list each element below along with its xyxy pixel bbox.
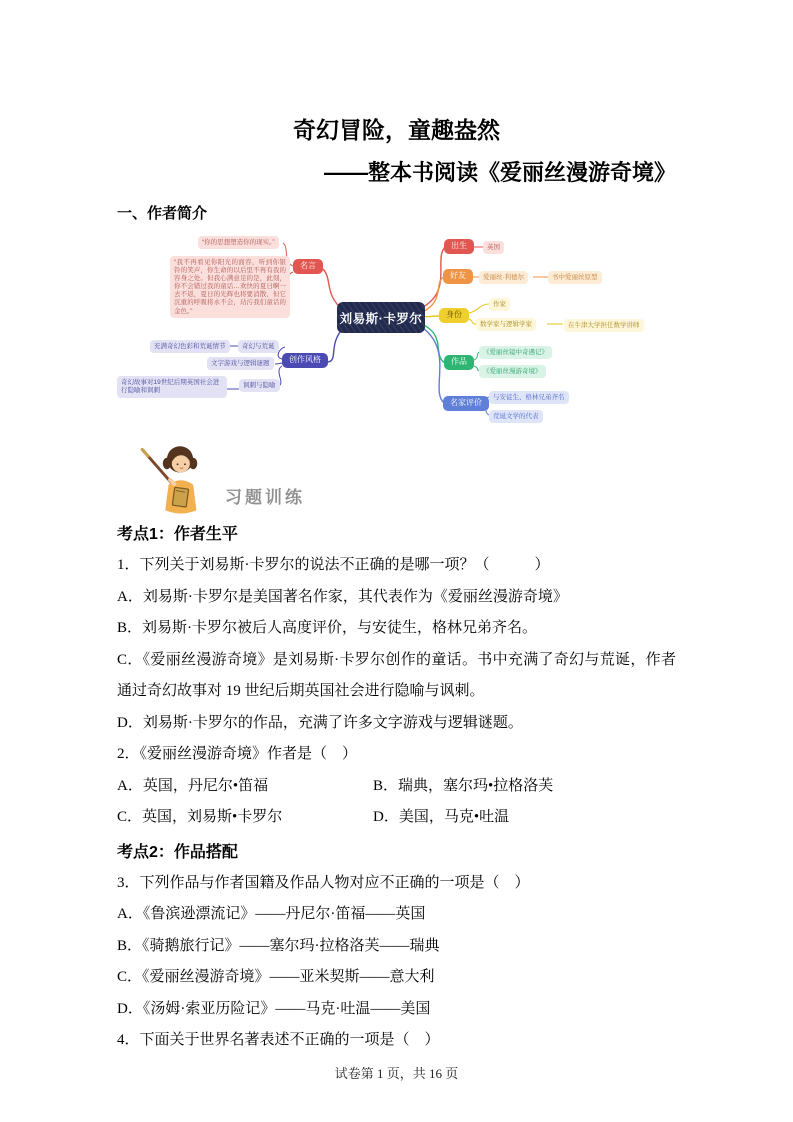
question-3-option-a: A．《鲁滨逊漂流记》——丹尼尔·笛福——英国 bbox=[117, 906, 426, 923]
mindmap-leaf-style1-detail: 充满奇幻色彩和荒诞情节 bbox=[150, 340, 230, 353]
question-2-option-b: B．瑞典，塞尔玛•拉格洛芙 bbox=[373, 777, 554, 794]
question-1-option-b: B．刘易斯·卡罗尔被后人高度评价，与安徒生，格林兄弟齐名。 bbox=[117, 620, 538, 637]
question-3-option-c: C．《爱丽丝漫游奇境》——亚米契斯——意大利 bbox=[117, 969, 435, 986]
question-1-option-d: D．刘易斯·卡罗尔的作品，充满了许多文字游戏与逻辑谜题。 bbox=[117, 714, 523, 731]
mindmap-branch-style: 创作风格 bbox=[282, 353, 328, 368]
section-heading-author-intro: 一、作者简介 bbox=[117, 205, 208, 223]
mindmap-leaf-identity-value1: 作家 bbox=[489, 298, 510, 311]
exercise-banner-label: 习题训练 bbox=[225, 488, 305, 508]
mindmap-leaf-identity-detail: 在牛津大学担任数学讲师 bbox=[564, 319, 644, 332]
mindmap-branch-identity: 身份 bbox=[439, 308, 469, 323]
question-3-option-b: B．《骑鹅旅行记》——塞尔玛·拉格洛芙——瑞典 bbox=[117, 937, 440, 954]
question-3: 3．下列作品与作者国籍及作品人物对应不正确的一项是（ ） bbox=[117, 874, 530, 891]
exercise-banner bbox=[117, 434, 676, 516]
kaodian2-heading: 考点2：作品搭配 bbox=[117, 843, 238, 861]
mindmap-leaf-friend-value: 爱丽丝·利德尔 bbox=[479, 271, 528, 284]
doc-subtitle: ——整本书阅读《爱丽丝漫游奇境》 bbox=[323, 159, 676, 185]
mindmap-leaf-style1: 奇幻与荒诞 bbox=[238, 340, 279, 353]
mindmap-leaf-quote-long: “我不再看见你阳光的面容，听到你银铃的笑声，你生命的以后里不再有我的容身之处。但我心满意足的是，此刻，你不会错过我的童话…欢快的夏日啊一去不返，夏日的光辉也将要消散，但它沉重的呼吸将永不会，玷污我们童话的金色。” bbox=[170, 256, 290, 318]
mindmap-leaf-works-value1: 《爱丽丝镜中奇遇记》 bbox=[479, 346, 552, 359]
mindmap-branch-quotes: 名言 bbox=[293, 259, 323, 274]
page-footer: 试卷第 1 页，共 16 页 bbox=[334, 1066, 459, 1081]
mindmap-center-node: 刘易斯·卡罗尔 bbox=[337, 302, 425, 333]
question-2-options-row-2 bbox=[117, 802, 676, 834]
question-3-option-d: D．《汤姆·索亚历险记》——马克·吐温——美国 bbox=[117, 1000, 431, 1017]
teacher-illustration-icon bbox=[131, 438, 211, 516]
question-2-option-a: A．英国，丹尼尔•笛福 bbox=[117, 777, 269, 794]
question-2-options-row-1 bbox=[117, 771, 676, 803]
mindmap-leaf-birth-value: 英国 bbox=[483, 241, 504, 254]
mindmap-leaf-style2: 文字游戏与逻辑谜题 bbox=[207, 357, 274, 370]
question-1-option-c: C．《爱丽丝漫游奇境》是刘易斯·卡罗尔创作的童话。书中充满了奇幻与荒诞，作者通过奇幻故事对 19 世纪后期英国社会进行隐喻与讽刺。 bbox=[117, 651, 676, 700]
mindmap-leaf-identity-value2: 数学家与逻辑学家 bbox=[476, 318, 536, 331]
question-2: 2．《爱丽丝漫游奇境》作者是（ ） bbox=[117, 746, 358, 763]
mindmap-leaf-quote-short: “你的思想塑造你的现实。” bbox=[198, 236, 279, 249]
author-mindmap bbox=[117, 232, 682, 428]
mindmap-branch-friend: 好友 bbox=[443, 269, 473, 284]
mindmap-leaf-friend-detail: 书中爱丽丝原型 bbox=[548, 271, 602, 284]
mindmap-branch-works: 作品 bbox=[444, 355, 474, 370]
kaodian1-heading: 考点1：作者生平 bbox=[117, 526, 238, 544]
mindmap-leaf-praise-value1: 与安徒生、格林兄弟齐名 bbox=[489, 391, 569, 404]
mindmap-leaf-works-value2: 《爱丽丝漫游奇境》 bbox=[479, 365, 546, 378]
doc-title: 奇幻冒险，童趣盎然 bbox=[293, 117, 500, 143]
question-2-option-c: C．英国，刘易斯•卡罗尔 bbox=[117, 809, 283, 826]
question-1: 1．下列关于刘易斯·卡罗尔的说法不正确的是哪一项？（ ） bbox=[117, 557, 550, 574]
mindmap-leaf-praise-value2: 荒诞文学的代表 bbox=[489, 410, 543, 423]
mindmap-branch-birth: 出生 bbox=[444, 239, 474, 254]
question-4: 4．下面关于世界名著表述不正确的一项是（ ） bbox=[117, 1032, 440, 1049]
mindmap-branch-praise: 名家评价 bbox=[443, 396, 489, 411]
question-2-option-d: D．美国，马克•吐温 bbox=[373, 809, 510, 826]
mindmap-leaf-style3: 讽刺与隐喻 bbox=[239, 379, 280, 392]
question-1-option-a: A．刘易斯·卡罗尔是美国著名作家，其代表作为《爱丽丝漫游奇境》 bbox=[117, 588, 568, 605]
mindmap-leaf-style3-detail: 奇幻故事对19世纪后期英国社会进行隐喻和讽刺 bbox=[117, 376, 227, 397]
